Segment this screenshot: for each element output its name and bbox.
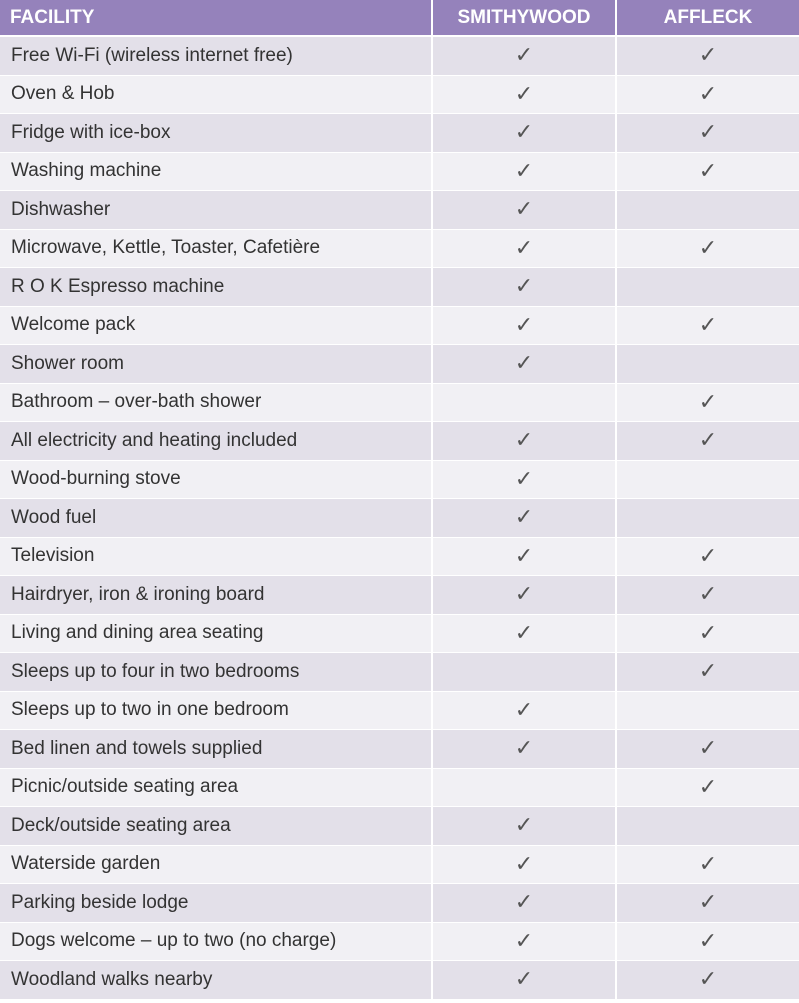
smithywood-check-icon: ✓ bbox=[433, 576, 617, 615]
table-row bbox=[0, 769, 799, 808]
smithywood-check-icon: ✓ bbox=[433, 846, 617, 885]
affleck-check-icon bbox=[617, 807, 799, 846]
affleck-check-icon: ✓ bbox=[617, 114, 799, 153]
affleck-check-icon bbox=[617, 461, 799, 500]
affleck-check-icon: ✓ bbox=[617, 923, 799, 962]
facility-name: Woodland walks nearby bbox=[0, 961, 433, 1000]
facility-name: Microwave, Kettle, Toaster, Cafetière bbox=[0, 230, 433, 269]
facility-name: Fridge with ice-box bbox=[0, 114, 433, 153]
affleck-check-icon: ✓ bbox=[617, 307, 799, 346]
smithywood-check-icon: ✓ bbox=[433, 230, 617, 269]
affleck-check-icon: ✓ bbox=[617, 846, 799, 885]
table-row bbox=[0, 807, 799, 846]
smithywood-check-icon: ✓ bbox=[433, 268, 617, 307]
table-row bbox=[0, 961, 799, 1000]
smithywood-check-icon: ✓ bbox=[433, 807, 617, 846]
facility-name: Free Wi-Fi (wireless internet free) bbox=[0, 37, 433, 76]
table-row bbox=[0, 884, 799, 923]
smithywood-column-header: SMITHYWOOD bbox=[433, 0, 617, 37]
affleck-check-icon: ✓ bbox=[617, 884, 799, 923]
smithywood-check-icon: ✓ bbox=[433, 153, 617, 192]
facility-name: Dishwasher bbox=[0, 191, 433, 230]
table-row bbox=[0, 268, 799, 307]
affleck-check-icon bbox=[617, 499, 799, 538]
smithywood-check-icon: ✓ bbox=[433, 191, 617, 230]
affleck-column-header: AFFLECK bbox=[617, 0, 799, 37]
smithywood-check-icon: ✓ bbox=[433, 538, 617, 577]
smithywood-check-icon: ✓ bbox=[433, 76, 617, 115]
affleck-check-icon bbox=[617, 191, 799, 230]
affleck-check-icon bbox=[617, 692, 799, 731]
affleck-check-icon: ✓ bbox=[617, 230, 799, 269]
smithywood-check-icon: ✓ bbox=[433, 923, 617, 962]
facility-name: Bed linen and towels supplied bbox=[0, 730, 433, 769]
affleck-check-icon: ✓ bbox=[617, 76, 799, 115]
affleck-check-icon: ✓ bbox=[617, 961, 799, 1000]
affleck-check-icon bbox=[617, 268, 799, 307]
affleck-check-icon: ✓ bbox=[617, 730, 799, 769]
smithywood-check-icon bbox=[433, 384, 617, 423]
smithywood-check-icon bbox=[433, 653, 617, 692]
facility-column-header: FACILITY bbox=[0, 0, 433, 37]
facility-name: Wood fuel bbox=[0, 499, 433, 538]
smithywood-check-icon bbox=[433, 769, 617, 808]
smithywood-check-icon: ✓ bbox=[433, 37, 617, 76]
facility-name: Living and dining area seating bbox=[0, 615, 433, 654]
affleck-check-icon: ✓ bbox=[617, 384, 799, 423]
table-row bbox=[0, 538, 799, 577]
facility-name: Wood-burning stove bbox=[0, 461, 433, 500]
facility-name: Welcome pack bbox=[0, 307, 433, 346]
facility-name: Sleeps up to two in one bedroom bbox=[0, 692, 433, 731]
table-row bbox=[0, 923, 799, 962]
affleck-check-icon: ✓ bbox=[617, 576, 799, 615]
smithywood-check-icon: ✓ bbox=[433, 499, 617, 538]
facility-name: Hairdryer, iron & ironing board bbox=[0, 576, 433, 615]
table-row bbox=[0, 114, 799, 153]
smithywood-check-icon: ✓ bbox=[433, 884, 617, 923]
table-row bbox=[0, 345, 799, 384]
facility-name: Oven & Hob bbox=[0, 76, 433, 115]
affleck-check-icon: ✓ bbox=[617, 653, 799, 692]
affleck-check-icon: ✓ bbox=[617, 538, 799, 577]
table-row bbox=[0, 307, 799, 346]
smithywood-check-icon: ✓ bbox=[433, 461, 617, 500]
facility-name: Television bbox=[0, 538, 433, 577]
smithywood-check-icon: ✓ bbox=[433, 961, 617, 1000]
facility-name: Picnic/outside seating area bbox=[0, 769, 433, 808]
affleck-check-icon: ✓ bbox=[617, 615, 799, 654]
affleck-check-icon bbox=[617, 345, 799, 384]
smithywood-check-icon: ✓ bbox=[433, 692, 617, 731]
table-row bbox=[0, 422, 799, 461]
smithywood-check-icon: ✓ bbox=[433, 422, 617, 461]
table-row bbox=[0, 153, 799, 192]
facility-name: Sleeps up to four in two bedrooms bbox=[0, 653, 433, 692]
facility-name: Parking beside lodge bbox=[0, 884, 433, 923]
smithywood-check-icon: ✓ bbox=[433, 615, 617, 654]
table-row bbox=[0, 230, 799, 269]
table-row bbox=[0, 76, 799, 115]
facility-name: Dogs welcome – up to two (no charge) bbox=[0, 923, 433, 962]
smithywood-check-icon: ✓ bbox=[433, 307, 617, 346]
table-row bbox=[0, 191, 799, 230]
facility-name: R O K Espresso machine bbox=[0, 268, 433, 307]
table-row bbox=[0, 37, 799, 76]
smithywood-check-icon: ✓ bbox=[433, 730, 617, 769]
affleck-check-icon: ✓ bbox=[617, 769, 799, 808]
table-row bbox=[0, 615, 799, 654]
affleck-check-icon: ✓ bbox=[617, 422, 799, 461]
facility-name: Deck/outside seating area bbox=[0, 807, 433, 846]
facility-name: Washing machine bbox=[0, 153, 433, 192]
affleck-check-icon: ✓ bbox=[617, 153, 799, 192]
table-row bbox=[0, 653, 799, 692]
table-row bbox=[0, 384, 799, 423]
facility-name: Waterside garden bbox=[0, 846, 433, 885]
table-row bbox=[0, 730, 799, 769]
facility-name: Shower room bbox=[0, 345, 433, 384]
table-row bbox=[0, 846, 799, 885]
facility-name: All electricity and heating included bbox=[0, 422, 433, 461]
affleck-check-icon: ✓ bbox=[617, 37, 799, 76]
table-row bbox=[0, 576, 799, 615]
smithywood-check-icon: ✓ bbox=[433, 114, 617, 153]
table-row bbox=[0, 499, 799, 538]
table-row bbox=[0, 461, 799, 500]
table-row bbox=[0, 692, 799, 731]
header-row bbox=[0, 0, 799, 37]
smithywood-check-icon: ✓ bbox=[433, 345, 617, 384]
facility-name: Bathroom – over-bath shower bbox=[0, 384, 433, 423]
